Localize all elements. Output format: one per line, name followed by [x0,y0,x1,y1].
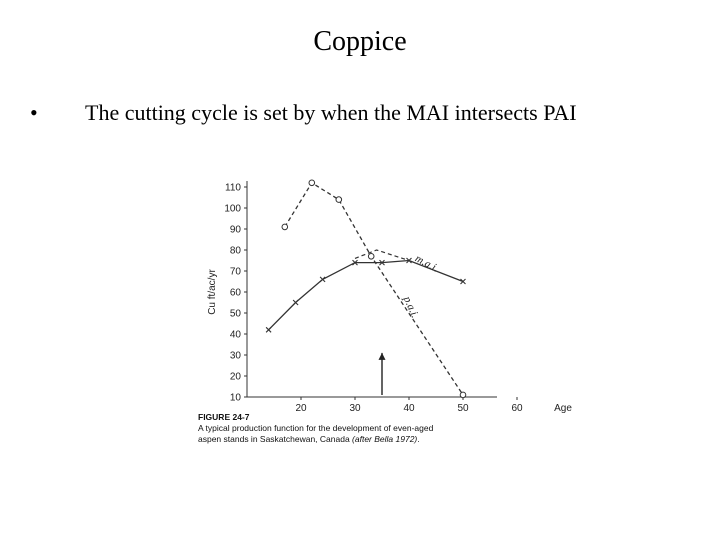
data-point [309,180,315,186]
series-label: m.a.i. [412,252,441,275]
y-tick-label: 110 [225,182,241,194]
caption-line-2-prefix: aspen stands in Saskatchewan, Canada [198,434,353,444]
bullet-text: The cutting cycle is set by when the MAI intersects PAI [85,100,577,125]
x-tick-label: 60 [511,403,523,414]
y-axis-title: Cu ft/ac/yr [207,269,218,315]
y-tick-label: 70 [229,266,241,278]
caption-line-2 [198,434,528,445]
y-tick-label: 20 [229,371,241,383]
chart-axes [207,181,572,414]
chart-series [266,180,466,398]
data-point [320,277,325,282]
y-tick-label: 30 [229,350,241,362]
intersection-dashed-line [355,250,409,261]
bullet-dot: • [30,100,38,125]
cutting-age-arrowhead [379,353,386,360]
data-point [293,300,298,305]
y-tick-label: 90 [229,224,241,236]
slide-title: Coppice [313,26,407,57]
series-label: p.a.i. [400,294,421,320]
caption-citation: (after Bella 1972) [352,434,418,444]
data-point [368,253,374,259]
data-point [282,224,288,230]
figure-caption [198,412,528,445]
x-tick-label: 30 [349,403,361,414]
x-tick-label: 20 [295,403,307,414]
y-tick-label: 80 [229,245,241,257]
caption-line-1: A typical production function for the development of even-aged [198,423,434,433]
caption-line-2-suffix: . [417,434,420,444]
data-point [460,392,466,398]
caption-heading: FIGURE 24-7 [198,412,250,422]
y-tick-label: 50 [229,308,241,320]
y-tick-label: 60 [229,287,241,299]
x-axis-title: Age [554,403,572,414]
y-tick-label: 40 [229,329,241,341]
data-point [266,327,271,332]
x-tick-label: 40 [403,403,415,414]
y-tick-label: 10 [229,392,241,404]
y-tick-label: 100 [224,203,241,215]
x-tick-label: 50 [457,403,469,414]
data-point [336,197,342,203]
